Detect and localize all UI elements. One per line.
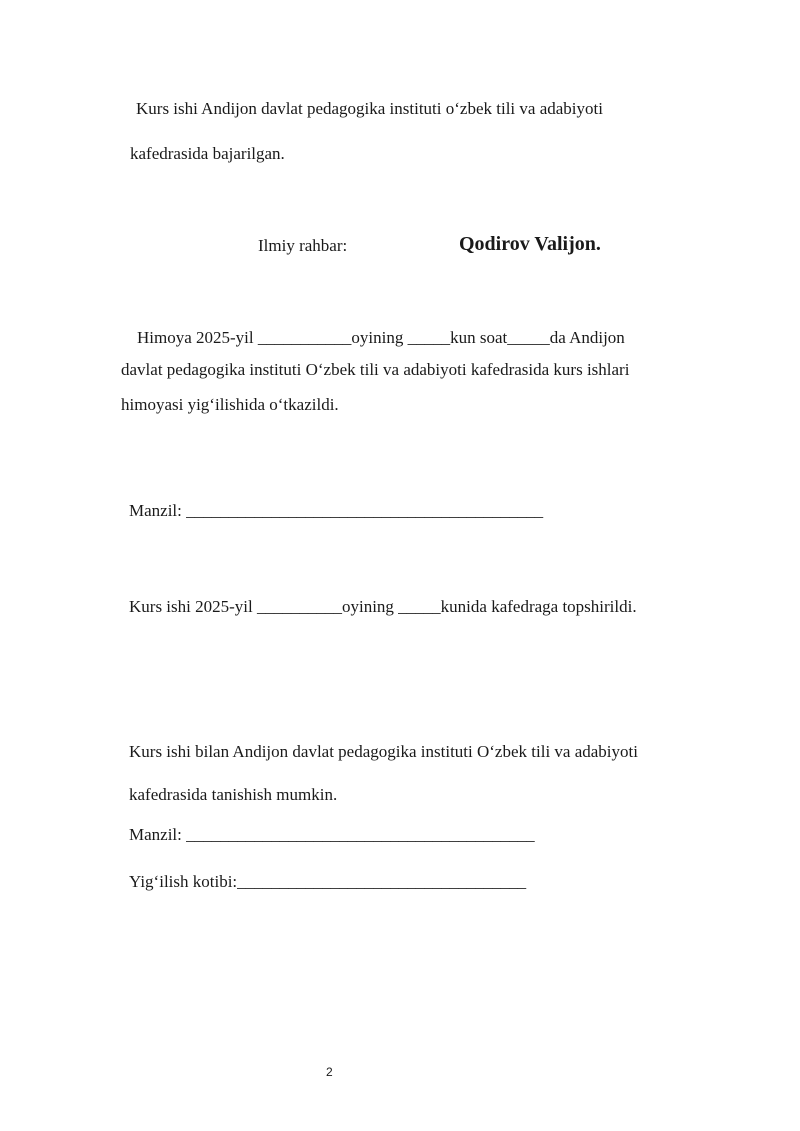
page-number: 2 bbox=[326, 1065, 333, 1079]
address-field-1: Manzil: __________________________________________ bbox=[129, 501, 544, 520]
intro-line-2: kafedrasida bajarilgan. bbox=[130, 144, 285, 163]
familiarization-line-2: kafedrasida tanishish mumkin. bbox=[129, 785, 338, 804]
defense-line-3: himoyasi yig‘ilishida o‘tkazildi. bbox=[121, 395, 339, 414]
supervisor-label: Ilmiy rahbar: bbox=[258, 236, 348, 255]
submission-line: Kurs ishi 2025-yil __________oyining _____kunida kafedraga topshirildi. bbox=[129, 597, 637, 616]
defense-line-2: davlat pedagogika instituti O‘zbek tili va adabiyoti kafedrasida kurs ishlari bbox=[121, 360, 630, 379]
address-field-2: Manzil: _________________________________________ bbox=[129, 825, 535, 844]
intro-line-1: Kurs ishi Andijon davlat pedagogika instituti o‘zbek tili va adabiyoti bbox=[136, 99, 603, 118]
defense-line-1: Himoya 2025-yil ___________oyining _____kun soat_____da Andijon bbox=[137, 328, 625, 347]
familiarization-line-1: Kurs ishi bilan Andijon davlat pedagogika instituti O‘zbek tili va adabiyoti bbox=[129, 742, 638, 761]
secretary-field: Yig‘ilish kotibi:__________________________________ bbox=[129, 872, 527, 891]
supervisor-name: Qodirov Valijon. bbox=[459, 233, 601, 255]
